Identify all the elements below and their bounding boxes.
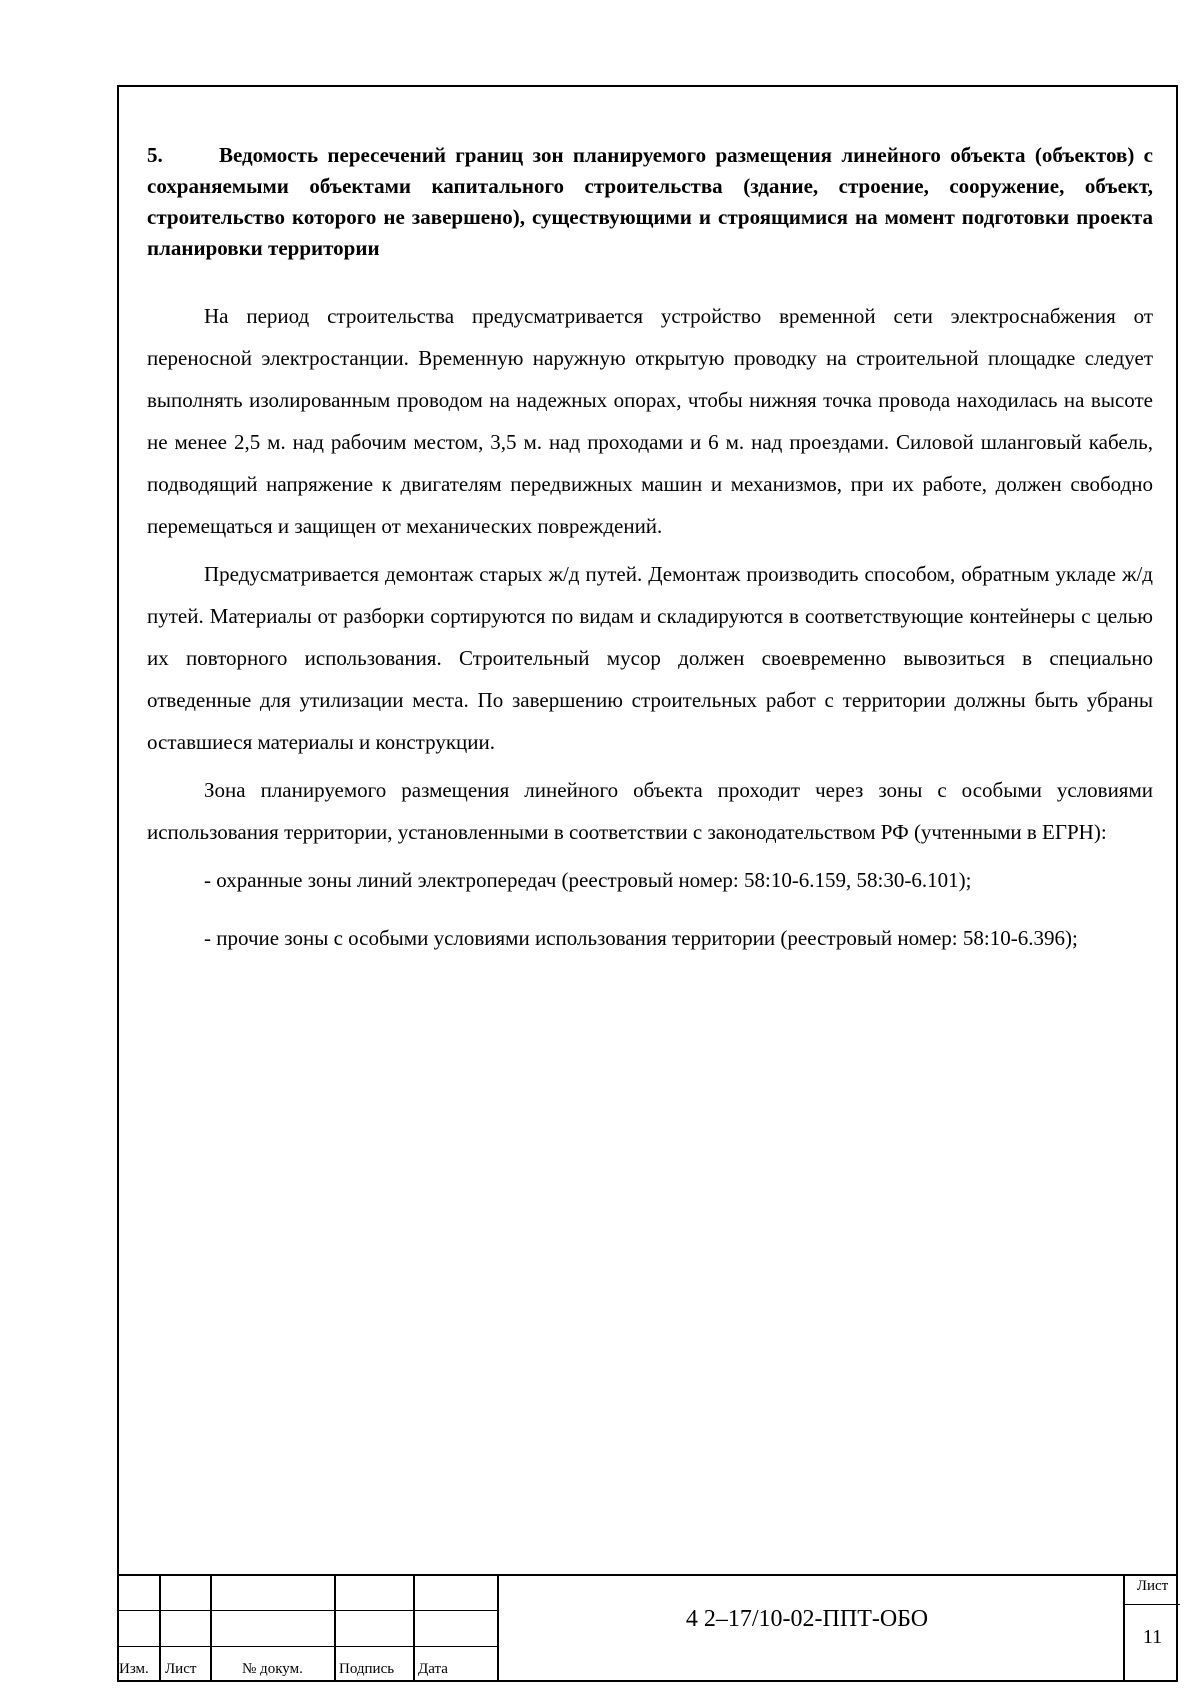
list-item-other-zones: - прочие зоны с особыми условиями использования территории (реестровый номер: 58:10-6.396); <box>204 926 1078 950</box>
section-number: 5. <box>147 143 163 167</box>
document-code: 4 2–17/10-02-ППТ-ОБО <box>685 1606 929 1632</box>
column-signature: Подпись <box>339 1661 395 1677</box>
column-date: Дата <box>418 1661 448 1677</box>
title-block <box>117 1574 1178 1682</box>
section-heading <box>147 140 1153 264</box>
column-izm: Изм. <box>119 1661 149 1677</box>
revision-grid <box>117 1574 497 1682</box>
list-item-power-line-zones: - охранные зоны линий электропередач (реестровый номер: 58:10-6.159, 58:30-6.101); <box>204 868 972 892</box>
paragraph-zones: Зона планируемого размещения линейного объекта проходит через зоны с особыми условиями использования территории, установленными в соответствии с законодательством РФ (учтенными в ЕГРН): <box>147 778 1153 844</box>
sheet-label: Лист <box>1136 1578 1169 1594</box>
sheet-number: 11 <box>1142 1626 1163 1648</box>
paragraph-dismantling: Предусматривается демонтаж старых ж/д путей. Демонтаж производить способом, обратным укладе ж/д путей. Материалы от разборки сортируются по видам и складируются в соответствующие контейнеры с целью их повторного использования. Строительный мусор должен своевременно вывозиться в специально отведенные для утилизации места. По завершению строительных работ с территории должны быть убраны оставшиеся материалы и конструкции. <box>147 562 1153 754</box>
document-body <box>147 140 1153 965</box>
sheet-box <box>1123 1574 1178 1682</box>
paragraph-power-supply: На период строительства предусматривается устройство временной сети электроснабжения от переносной электростанции. Временную наружную открытую проводку на строительной площадке следует выполнять изолированным проводом на надежных опорах, чтобы нижняя точка провода находилась на высоте не менее 2,5 м. над рабочим местом, 3,5 м. над проходами и 6 м. над проездами. Силовой шланговый кабель, подводящий напряжение к двигателям передвижных машин и механизмов, при их работе, должен свободно перемещаться и защищен от механических повреждений. <box>147 304 1153 538</box>
column-doc-number: № докум. <box>242 1661 303 1677</box>
section-title: Ведомость пересечений границ зон планируемого размещения линейного объекта (объектов) с сохраняемыми объектами капитального строительства (здание, строение, сооружение, объект, строительство которого не завершено), существующими и строящимися на момент подготовки проекта планировки территории <box>147 143 1153 260</box>
column-list: Лист <box>165 1661 197 1677</box>
